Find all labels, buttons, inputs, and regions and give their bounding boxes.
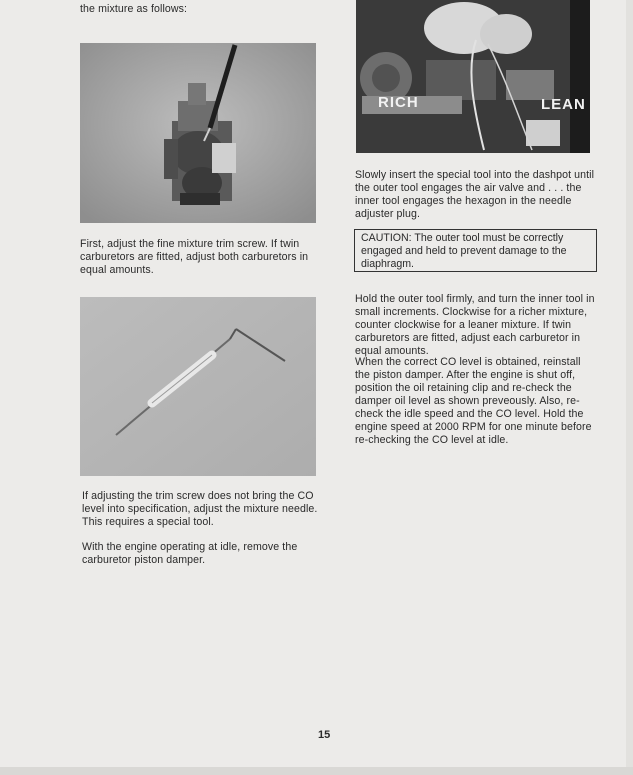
page-number: 15 bbox=[318, 729, 331, 741]
caution-text: CAUTION: The outer tool must be correctly engaged and held to prevent damage to the diaphragm. bbox=[361, 232, 567, 270]
rich-label: RICH bbox=[378, 94, 419, 111]
left-paragraph-1: First, adjust the fine mixture trim screw. If twin carburetors are fitted, adjust both carburetors in equal amounts. bbox=[80, 238, 309, 276]
caution-box bbox=[354, 229, 597, 272]
special-tool-photo bbox=[80, 297, 316, 476]
right-paragraph-2: Hold the outer tool firmly, and turn the inner tool in small increments. Clockwise for a richer mixture, counter clockwise for a leaner mixture. If twin carburetors are fitted, adjust each carburetor in equal amounts. bbox=[355, 293, 595, 357]
carburetor-photo bbox=[80, 43, 316, 223]
page-bottom-band bbox=[0, 767, 633, 775]
right-paragraph-3: When the correct CO level is obtained, reinstall the piston damper. After the engine is shut off, position the oil retaining clip and re-check the damper oil level as shown preveously. Also, re-check the idle speed and the CO level. Hold the engine speed at 2000 RPM for one minute before re-checking the CO level at idle. bbox=[355, 356, 592, 446]
top-text-fragment: the mixture as follows: bbox=[80, 3, 188, 15]
left-paragraph-2: If adjusting the trim screw does not bring the CO level into specification, adjust the mixture needle. This requires a special tool. bbox=[82, 490, 318, 528]
right-paragraph-1: Slowly insert the special tool into the dashpot until the outer tool engages the air valve and . . . the inner tool engages the hexagon in the needle adjuster plug. bbox=[355, 169, 595, 220]
left-paragraph-3: With the engine operating at idle, remove the carburetor piston damper. bbox=[82, 541, 298, 566]
lean-label: LEAN bbox=[541, 96, 586, 113]
page-edge-shadow bbox=[626, 0, 633, 775]
dashpot-photo bbox=[356, 0, 590, 153]
